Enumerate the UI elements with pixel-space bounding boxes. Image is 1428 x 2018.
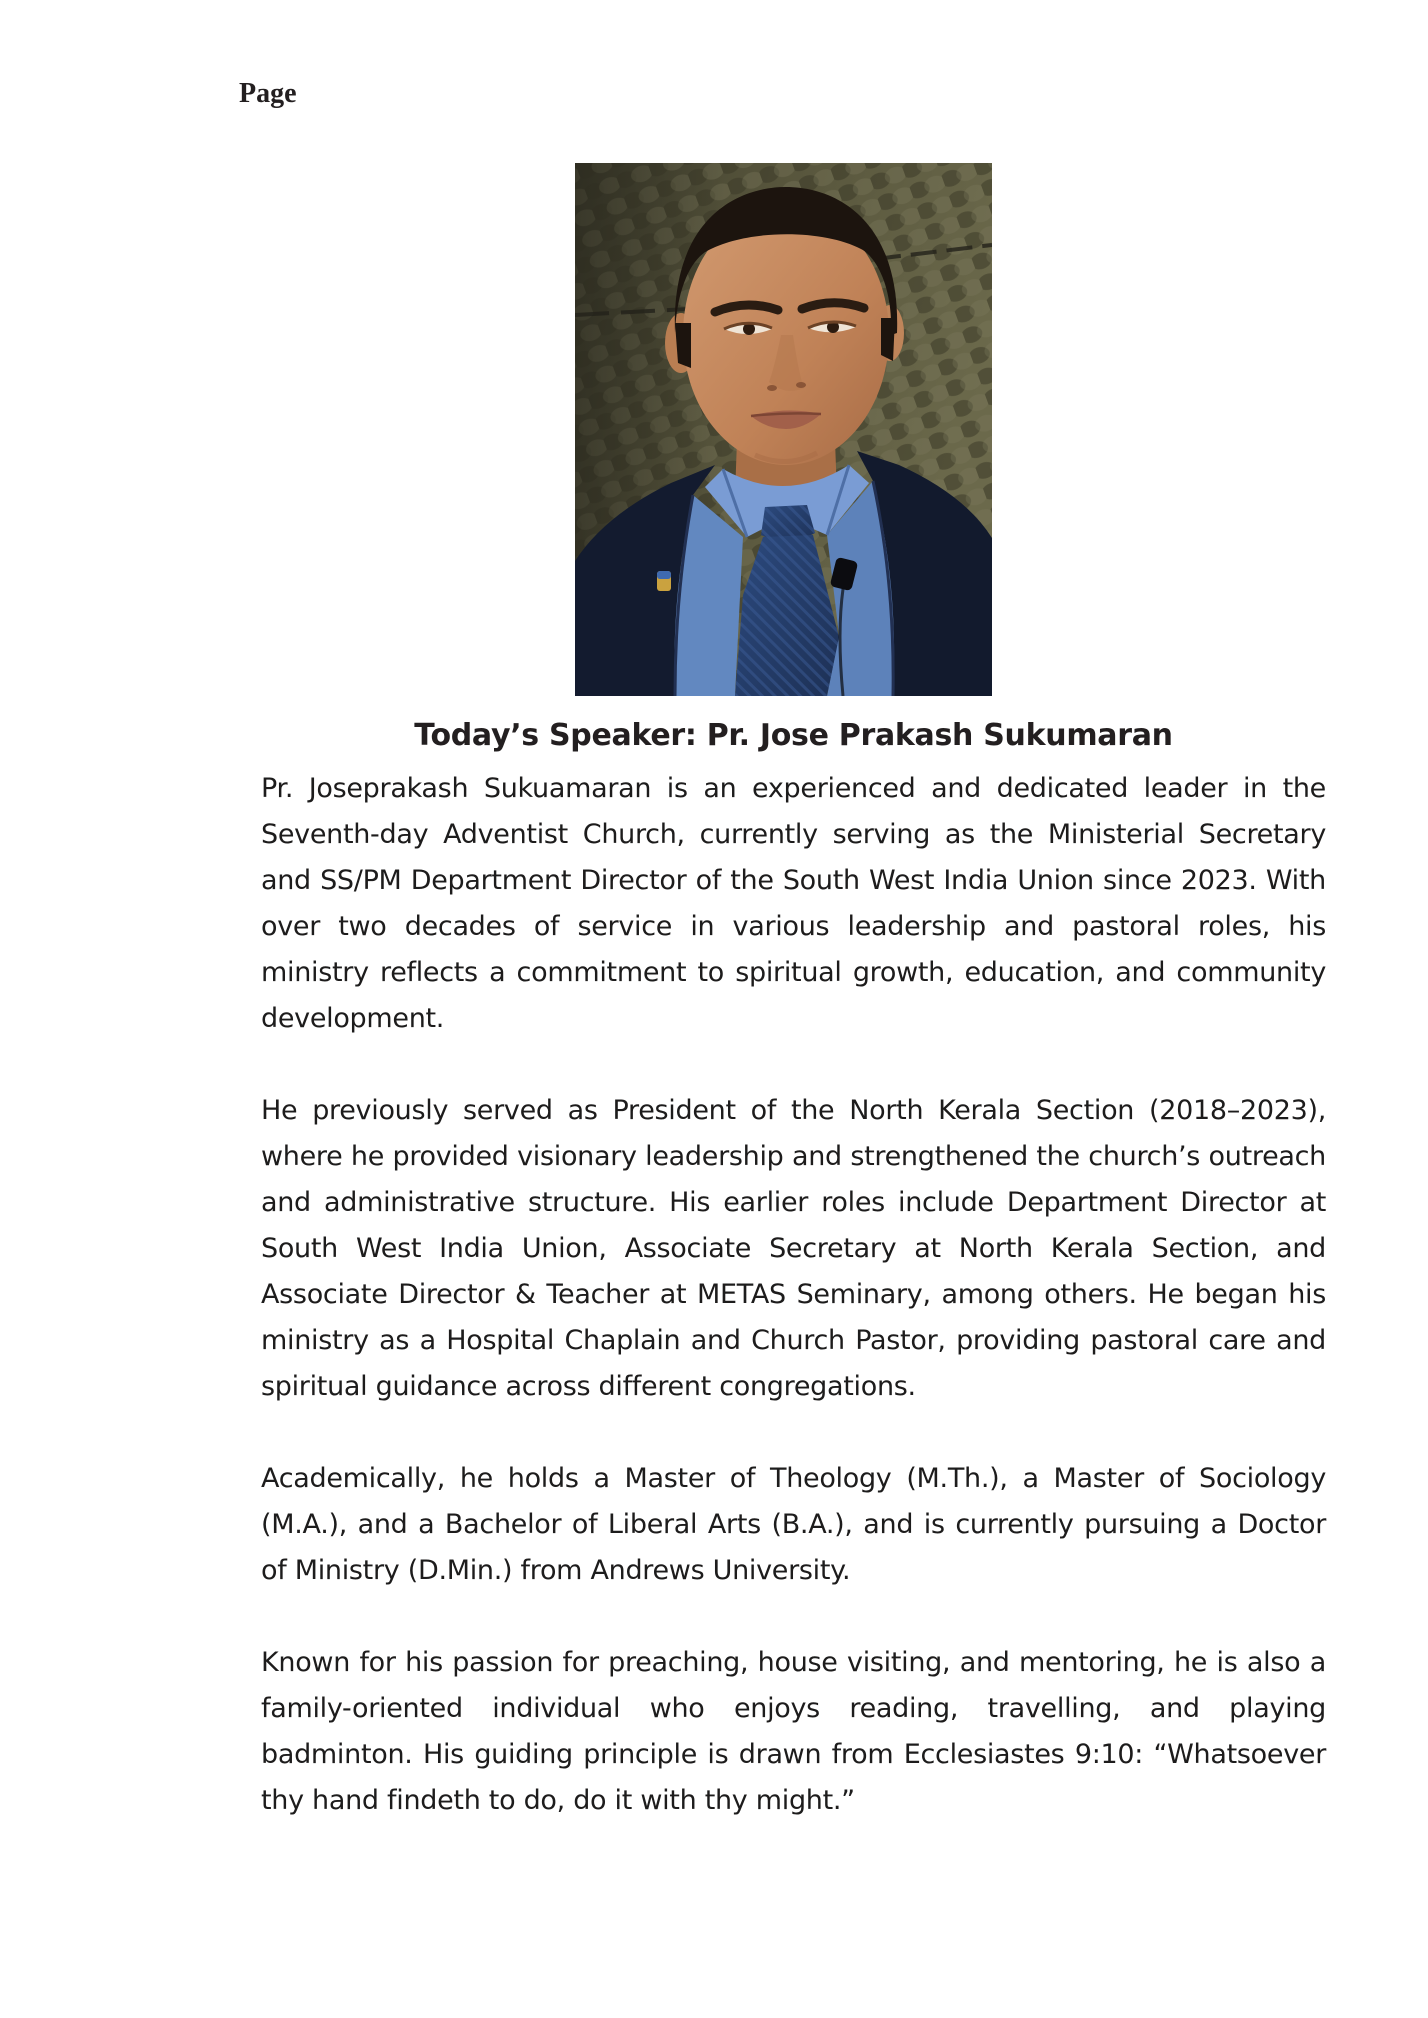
bio-paragraph-2: He previously served as President of the North Kerala Section (2018–2023), where he provided visionary leadership and strengthened the church’s outreach and administrative structure. His earlier roles include Department Director at South West India Union, Associate Secretary at North Kerala Section, and Associate Director & Teacher at METAS Seminary, among others. He began his ministry as a Hospital Chaplain and Church Pastor, providing pastoral care and spiritual guidance across different congregations. — [261, 1095, 1326, 1402]
bio-paragraph-4: Known for his passion for preaching, house visiting, and mentoring, he is also a family-oriented individual who enjoys reading, travelling, and playing badminton. His guiding principle is drawn from Ecclesiastes 9:10: “Whatsoever thy hand findeth to do, do it with thy might.” — [261, 1647, 1326, 1816]
bio-paragraph-1: Pr. Joseprakash Sukuamaran is an experienced and dedicated leader in the Seventh-day Adventist Church, currently serving as the Ministerial Secretary and SS/PM Department Director of the South West India Union since 2023. With over two decades of service in various leadership and pastoral roles, his ministry reflects a commitment to spiritual growth, education, and community development. — [261, 773, 1326, 1034]
page-header-label: Page — [239, 78, 297, 109]
lapel-pin — [657, 571, 671, 591]
speaker-bio — [261, 766, 1326, 1870]
bio-paragraph-3: Academically, he holds a Master of Theology (M.Th.), a Master of Sociology (M.A.), and a Bachelor of Liberal Arts (B.A.), and is currently pursuing a Doctor of Ministry (D.Min.) from Andrews University. — [261, 1463, 1326, 1586]
speaker-title: Today’s Speaker: Pr. Jose Prakash Sukumaran — [414, 718, 1173, 753]
speaker-photo — [575, 163, 992, 696]
speaker-portrait-illustration — [575, 163, 992, 696]
